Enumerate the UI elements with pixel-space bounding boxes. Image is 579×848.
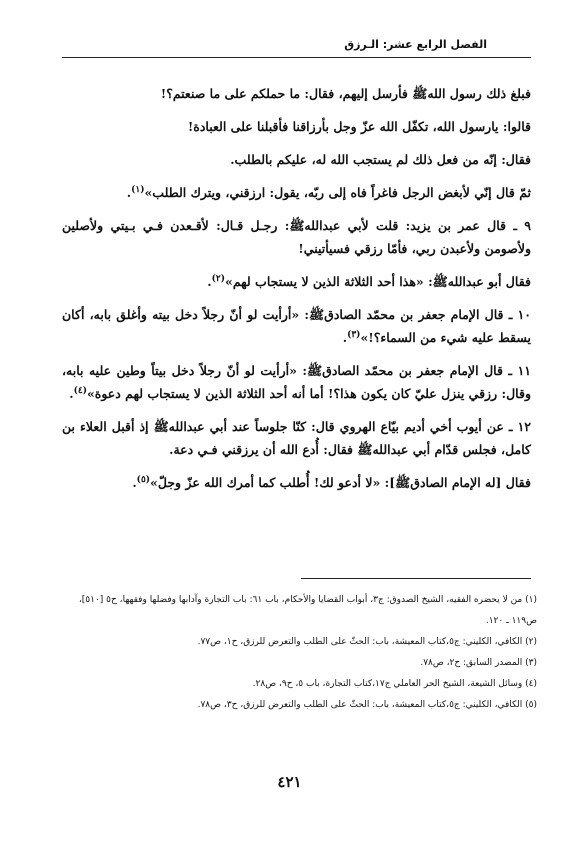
body-text bbox=[62, 82, 531, 504]
footnote: (٤) وسائل الشيعة، الشيخ الحر العاملي ج١٧،كتاب التجارة، باب ٥، ح٩، ص٢٨. bbox=[252, 679, 537, 689]
header-rule bbox=[62, 57, 531, 58]
running-header: الفصل الرابع عشر: الـرزق bbox=[344, 38, 487, 51]
paragraph: فقال [له الإمام الصادقﷺ]: «لا أدعو لك! أُطلب كما أمرك الله عزّ وجلّ»$^{(٥)}$. bbox=[132, 474, 531, 490]
footnote-reference: (٢) bbox=[211, 273, 225, 284]
paragraph: ١٠ ـ قال الإمام جعفر بن محمّد الصادقﷺ: «أرأيت لو أنّ رجلاً دخل بيته وأغلق بابه، أكان يسقط عليه شيء من السماء؟!»$^{(٣)}$. bbox=[62, 307, 531, 345]
page-number: ٤٢١ bbox=[277, 773, 302, 791]
footnote-rule bbox=[301, 578, 531, 579]
footnote-reference: (٣) bbox=[347, 329, 361, 340]
paragraph: ٩ ـ قال عمر بن يزيد: قلت لأبي عبداللهﷺ: رجـل قـال: لأقـعدن فـي بـيتي ولأصلين ولأصومن ولأعبدن ربي، فأمّا رزقي فسيأتيني! bbox=[62, 218, 531, 256]
paragraph: فقال أبو عبداللهﷺ: «هذا أحد الثلاثة الذين لا يستجاب لهم»$^{(٢)}$. bbox=[207, 273, 531, 289]
footnote-reference: (١) bbox=[131, 184, 145, 195]
paragraph: قالوا: يارسول الله، تكفّل الله عزّ وجل بأرزاقنا فأقبلنا على العبادة! bbox=[187, 119, 531, 134]
paragraph: ١٢ ـ عن أيوب أخي أديم بيّاع الهروي قال: كنّا جلوساً عند أبي عبداللهﷺ إذ أقبل العلاء بن كامل، فجلس قدّام أبي عبداللهﷺ فقال: أُدع الله أن يرزقني فـي دعة. bbox=[62, 419, 531, 457]
paragraph: ثمّ قال إنّي لأبغض الرجل فاغراً فاه إلى ربّه، يقول: ارزقني، ويترك الطلب»$^{(١)}$. bbox=[126, 184, 531, 200]
footnote: (٥) الكافي، الكليني: ج٥،كتاب المعيشة، باب: الحثّ على الطلب والتعرض للرزق، ح٣، ص٧٨. bbox=[197, 700, 537, 710]
paragraph: فبلغ ذلك رسول اللهﷺ فأرسل إليهم، فقال: ما حملكم على ما صنعتم؟! bbox=[160, 86, 531, 101]
footnote-reference: (٥) bbox=[136, 474, 151, 485]
footnotes bbox=[52, 590, 537, 716]
paragraph: فقال: إنّه من فعل ذلك لم يستجب الله له، عليكم بالطلب. bbox=[230, 152, 531, 167]
footnote: (٣) المصدر السابق: ح٢، ص٧٨. bbox=[420, 658, 537, 668]
paragraph: ١١ ـ قال الإمام جعفر بن محمّد الصادقﷺ: «أرأيت لو أنّ رجلاً دخل بيتاً وطين عليه بابه، وقال: رزقي ينزل عليّ كان يكون هذا؟! أما أنه أحد الثلاثة الذين لا يستجاب لهم دعوة»$^{(٤)}$. bbox=[62, 363, 531, 401]
footnote: (١) من لا يحضره الفقيه، الشيخ الصدوق: ج٣، أبواب القضايا والأحكام، باب ٦١: باب التجارة وآدابها وفضلها وفقهها، ح٥ [٥١٠]، ص١١٩ ـ ١٢٠. bbox=[78, 595, 537, 626]
footnote-reference: (٤) bbox=[73, 385, 87, 396]
footnote: (٢) الكافي، الكليني: ج٥،كتاب المعيشة، باب: الحثّ على الطلب والتعرض للرزق، ح١، ص٧٧. bbox=[197, 637, 537, 647]
